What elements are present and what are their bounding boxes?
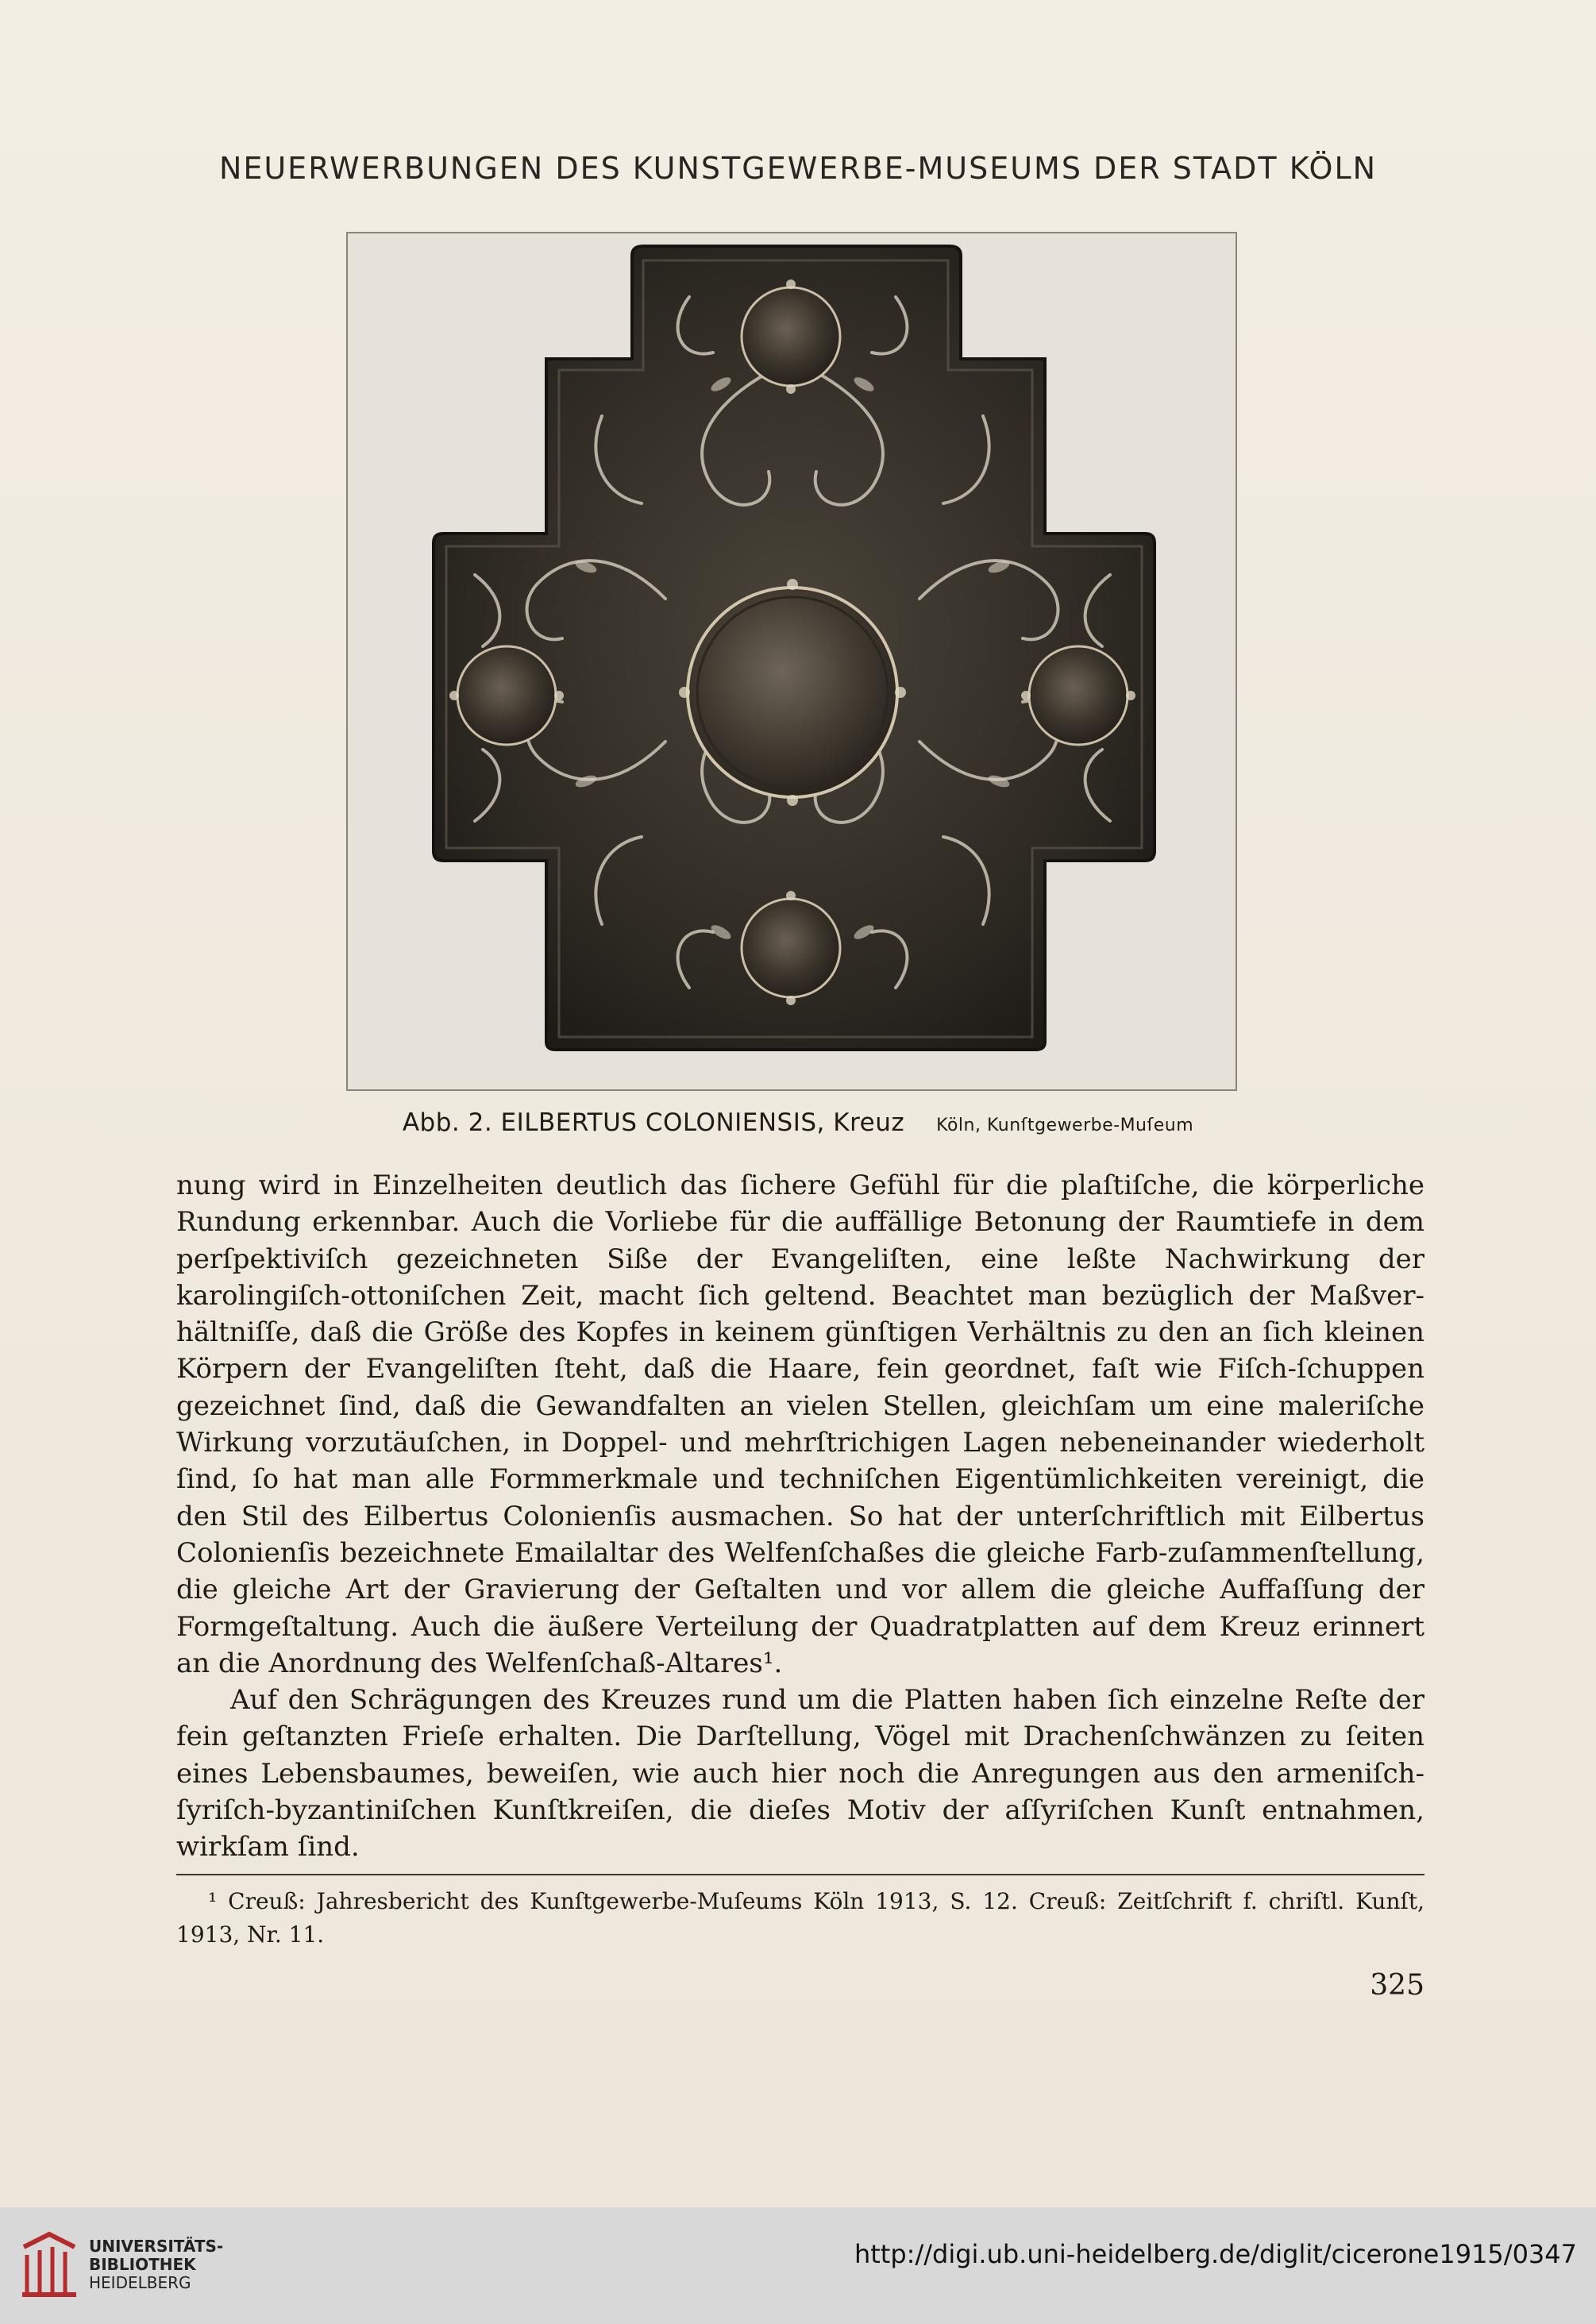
- figure-caption: [0, 1108, 1596, 1137]
- source-url[interactable]: http://digi.ub.uni-heidelberg.de/diglit/cicerone1915/0347: [854, 2239, 1577, 2269]
- medallion-center: [688, 588, 897, 797]
- medallion-bottom: [742, 899, 840, 997]
- footnote-rule: [176, 1874, 1424, 1875]
- medallion-left: [457, 646, 556, 745]
- paragraph-1: nung wird in Einzelheiten deutlich das ſichere Gefühl für die plaſtiſche, die körperliche Rundung erkennbar. Auch die Vorliebe für die auffällige Betonung der Raumtiefe in dem perſpektiviſch gezeichneten Siße der Evangeliſten, eine leßte Nachwirkung der karolingiſch-ottoniſchen Zeit, macht ſich geltend. Beachtet man bezüglich der Maßver-hältniſſe, daß die Größe des Kopfes in keinem günſtigen Verhältnis zu den an ſich kleinen Körpern der Evangeliſten ſteht, daß die Haare, fein geordnet, faſt wie Fiſch-ſchuppen gezeichnet ſind, daß die Gewandfalten an vielen Stellen, gleichſam um eine maleriſche Wirkung vorzutäuſchen, in Doppel- und mehrſtrichigen Lagen nebeneinander wiederholt ſind, ſo hat man alle Formmerkmale und techniſchen Eigentümlichkeiten vereinigt, die den Stil des Eilbertus Colonienſis ausmachen. So hat der unterſchriftlich mit Eilbertus Colonienſis bezeichnete Emailaltar des Welfenſchaßes die gleiche Farb-zuſammenſtellung, die gleiche Art der Gravierung der Geſtalten und vor allem die gleiche Auffaſſung der Formgeſtaltung. Auch die äußere Verteilung der Quadratplatten auf dem Kreuz erinnert an die Anordnung des Welfenſchaß-Altares¹.: [176, 1170, 1424, 1679]
- cross-image: [348, 233, 1236, 1089]
- library-name: [89, 2237, 223, 2292]
- running-title: NEUERWERBUNGEN DES KUNSTGEWERBE-MUSEUMS DER STADT KÖLN: [218, 151, 1378, 186]
- library-name-line-3: HEIDELBERG: [89, 2273, 191, 2292]
- caption-title: Abb. 2. EILBERTUS COLONIENSIS, Kreuz: [402, 1108, 905, 1137]
- body-text: [176, 1167, 1424, 1866]
- paragraph-2: Auf den Schrägungen des Kreuzes rund um die Platten haben ſich einzelne Reſte der fein geſtanzten Frieſe erhalten. Die Darſtellung, Vögel mit Drachenſchwänzen zu ſeiten eines Lebensbaumes, beweiſen, wie auch hier noch die Anregungen aus den armeniſch-ſyriſch-byzantiniſchen Kunſtkreiſen, die dieſes Motiv der aſſyriſchen Kunſt entnahmen, wirkſam ſind.: [176, 1684, 1424, 1863]
- footnote: ¹ Creuß: Jahresbericht des Kunſtgewerbe-Muſeums Köln 1913, S. 12. Creuß: Zeitſchrift f. chriſtl. Kunſt, 1913, Nr. 11.: [176, 1888, 1424, 1948]
- library-footer: [0, 2207, 1596, 2324]
- medallion-top: [742, 287, 840, 386]
- cross-photograph: [346, 232, 1237, 1091]
- library-name-line-2: BIBLIOTHEK: [89, 2255, 196, 2274]
- library-logo-icon: [17, 2231, 81, 2298]
- page-number: 325: [1370, 1969, 1424, 2002]
- library-name-line-1: UNIVERSITÄTS-: [89, 2237, 224, 2256]
- medallion-right: [1029, 646, 1128, 745]
- caption-location: Köln, Kunſtgewerbe-Muſeum: [936, 1116, 1194, 1135]
